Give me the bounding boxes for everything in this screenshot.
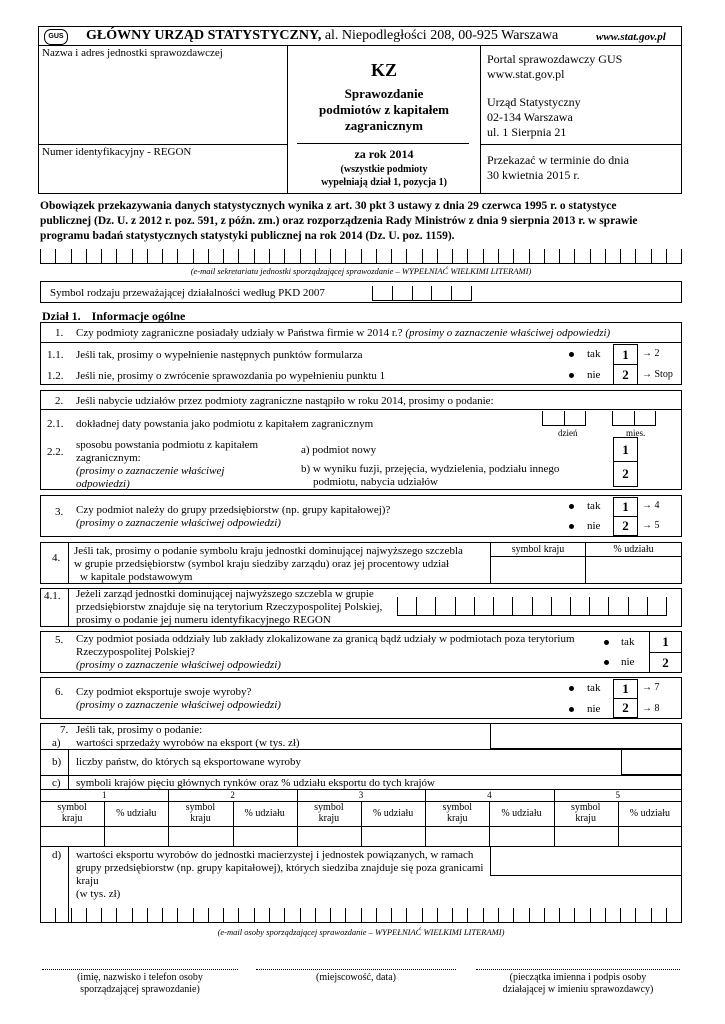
- q41-regon-field[interactable]: [397, 597, 667, 616]
- q7c-share-header: % udziału: [629, 808, 671, 819]
- org-name: GŁÓWNY URZĄD STATYSTYCZNY,: [86, 28, 322, 43]
- q1-no-goto: → Stop: [642, 369, 673, 380]
- q6-number: 6.: [55, 686, 64, 698]
- q1-number: 1.: [55, 327, 64, 339]
- obligation-line-1: Obowiązek przekazywania danych statystycznych wynika z art. 30 pkt 3 ustawy z dnia 29 czerwca 1995 r. o statystyce: [40, 200, 617, 212]
- q7d-label: d): [52, 849, 62, 861]
- form-year: za rok 2014: [354, 147, 414, 161]
- q6-no-goto: → 8: [642, 703, 660, 714]
- form-title-3: zagranicznym: [345, 118, 423, 133]
- q3-no-bullet: [569, 524, 574, 529]
- q1-yes-bullet: [569, 352, 574, 357]
- q2-option-b-2: podmiotu, nabycia udziałów: [313, 476, 438, 488]
- q7c-symbol-header-1: symbol: [185, 802, 216, 813]
- obligation-line-2: publicznej (Dz. U. z 2012 r. poz. 591, z późn. zm.) oraz rozporządzenia Rady Ministrów z dnia 9 sierpnia 2013 r. w sprawie: [40, 215, 638, 227]
- portal-divider: [480, 144, 682, 145]
- q6-box: [40, 677, 682, 719]
- footer-place-caption: (miejscowość, data): [316, 972, 396, 983]
- q7c-share-header: % udziału: [372, 808, 414, 819]
- q5-yes-checkbox[interactable]: 1: [649, 631, 682, 653]
- q7-text: Jeśli tak, prosimy o podanie:: [76, 724, 203, 736]
- q1-hint: (prosimy o zaznaczenie właściwej odpowiedzi): [405, 327, 611, 339]
- q7c-share-input[interactable]: [618, 826, 682, 846]
- footer-signature-caption-2: działającej w imieniu sprawozdawcy): [502, 984, 654, 995]
- org-title: [86, 28, 558, 44]
- q2-option-a-checkbox[interactable]: 1: [613, 437, 638, 462]
- q7d-text-2: grupy przedsiębiorstw (np. grupy kapitałowej), których siedziba znajduje się poza granicami: [76, 862, 484, 874]
- q3-yes-goto: → 4: [642, 500, 660, 511]
- q2-2-text-2: zagranicznym:: [76, 452, 141, 464]
- q7c-share-input[interactable]: [361, 826, 425, 846]
- q6-hint: (prosimy o zaznaczenie właściwej odpowiedzi): [76, 699, 281, 711]
- q41-text-3: prosimy o podanie jej numeru identyfikacyjnego REGON: [76, 614, 331, 626]
- q5-no-label: nie: [621, 656, 635, 668]
- q4-col-share-header: % udziału: [585, 542, 682, 557]
- q7a-input[interactable]: [490, 723, 682, 749]
- q1-no-checkbox[interactable]: 2: [613, 364, 638, 385]
- office-line-2: 02-134 Warszawa: [487, 110, 573, 124]
- q1-question: [76, 327, 610, 339]
- q7-number: 7.: [60, 724, 69, 736]
- q6-yes-label: tak: [587, 682, 601, 694]
- q7c-symbol-header-2: kraju: [447, 813, 468, 824]
- q2-text: Jeśli nabycie udziałów przez podmioty zagraniczne nastąpiło w roku 2014, prosimy o podanie:: [76, 395, 494, 407]
- email-secretariat-field[interactable]: [40, 249, 682, 264]
- q7c-symbol-header-2: kraju: [575, 813, 596, 824]
- q2-1-number: 2.1.: [47, 418, 64, 430]
- q1-2-text: Jeśli nie, prosimy o zwrócenie sprawozdania po wypełnieniu punktu 1: [76, 370, 386, 382]
- q7ab-label-divider: [68, 749, 69, 789]
- q7c-share-input[interactable]: [489, 826, 553, 846]
- q7d-text-4: (w tys. zł): [76, 888, 121, 900]
- portal-line-2: www.stat.gov.pl: [487, 67, 565, 81]
- q41-text-1: Jeżeli zarząd jednostki dominującej najwyższego szczebla w grupie: [76, 588, 374, 600]
- q7c-share-header: % udziału: [244, 808, 285, 819]
- q6-yes-goto: → 7: [642, 682, 660, 693]
- q7b-text: liczby państw, do których są eksportowane wyroby: [76, 756, 302, 768]
- q7a-divider: [40, 749, 682, 750]
- q4-number-divider: [68, 542, 69, 584]
- q2-month-field[interactable]: [612, 411, 656, 426]
- q2-header-divider: [40, 409, 682, 410]
- website: www.stat.gov.pl: [596, 31, 666, 43]
- q1-yes-goto: → 2: [642, 348, 660, 359]
- unit-name-label: Nazwa i adres jednostki sprawozdawczej: [42, 47, 223, 59]
- footer-signature-caption-1: (pieczątka imienna i podpis osoby: [509, 972, 647, 983]
- q6-no-checkbox[interactable]: 2: [613, 698, 638, 718]
- q7c-share-input[interactable]: [233, 826, 297, 846]
- q2-month-caption: mies.: [626, 428, 646, 438]
- q1-2-number: 1.2.: [47, 370, 64, 382]
- form-note-2: wypełniają dział 1, pozycja 1): [321, 177, 447, 188]
- q7c-symbol-header-2: kraju: [61, 813, 83, 824]
- q4-text-2: w grupie przedsiębiorstw (symbol kraju siedziby zarządu) oraz jej procentowy udział: [74, 558, 450, 570]
- q7c-symbol-header-1: symbol: [314, 802, 344, 813]
- q7c-symbol-input[interactable]: [297, 826, 361, 846]
- q2-1-text: dokładnej daty powstania jako podmiotu z kapitałem zagranicznym: [76, 418, 374, 430]
- q3-no-goto: → 5: [642, 520, 660, 531]
- q7c-symbol-input[interactable]: [425, 826, 489, 846]
- q2-day-caption: dzień: [558, 428, 578, 438]
- deadline-line-2: 30 kwietnia 2015 r.: [487, 168, 580, 182]
- q41-number-divider: [68, 588, 69, 627]
- email-person-field[interactable]: [40, 908, 682, 923]
- office-line-1: Urząd Statystyczny: [487, 95, 581, 109]
- q3-yes-bullet: [569, 504, 574, 509]
- q7c-symbol-header-2: kraju: [190, 813, 211, 824]
- q4-col-country-header: symbol kraju: [490, 542, 586, 557]
- q2-number: 2.: [55, 395, 64, 407]
- q1-no-bullet: [569, 373, 574, 378]
- q7c-group-number: 3: [358, 790, 364, 800]
- org-address: al. Niepodległości 208, 00-925 Warszawa: [324, 28, 559, 43]
- q5-no-bullet: [604, 660, 609, 665]
- form-code: KZ: [370, 60, 397, 80]
- q7d-text-3: kraju: [76, 875, 99, 887]
- q7b-input[interactable]: [621, 749, 682, 775]
- q1-text: Czy podmioty zagraniczne posiadały udziały w Państwa firmie w 2014 r.?: [76, 327, 403, 339]
- q7c-text: symboli krajów pięciu głównych rynków oraz % udziału eksportu do tych krajów: [76, 777, 435, 789]
- q6-no-bullet: [569, 707, 574, 712]
- q3-yes-checkbox[interactable]: 1: [613, 497, 638, 517]
- email-secretariat-caption: (e-mail sekretariatu jednostki sporządzającej sprawozdanie – WYPEŁNIAĆ WIELKIMI LITERAMI): [190, 266, 532, 276]
- q3-yes-label: tak: [587, 500, 601, 512]
- q3-number: 3.: [55, 506, 64, 518]
- q2-2-number: 2.2.: [47, 446, 64, 458]
- form-title-2: podmiotów z kapitałem: [319, 102, 449, 117]
- q7c-symbol-input[interactable]: [40, 826, 104, 846]
- footer-person-caption-2: sporządzającej sprawozdanie): [80, 984, 200, 995]
- q4-number: 4.: [52, 552, 61, 564]
- q2-2-text-1: sposobu powstania podmiotu z kapitałem: [76, 439, 259, 451]
- email-person-caption: (e-mail osoby sporządzającej sprawozdanie – WYPEŁNIAĆ WIELKIMI LITERAMI): [217, 927, 505, 937]
- q6-text: Czy podmiot eksportuje swoje wyroby?: [76, 686, 252, 698]
- q1-yes-checkbox[interactable]: 1: [613, 344, 638, 365]
- q7b-divider: [40, 775, 682, 776]
- portal-line-1: Portal sprawozdawczy GUS: [487, 52, 623, 66]
- gus-logo: GUS: [44, 29, 68, 45]
- section-name: Informacje ogólne: [91, 309, 186, 323]
- section-number: Dział 1.: [42, 309, 81, 323]
- q2-option-a: a) podmiot nowy: [301, 444, 377, 456]
- footer-line-2: [256, 969, 456, 970]
- q5-yes-bullet: [604, 640, 609, 645]
- q2-2-hint-1: (prosimy o zaznaczenie właściwej: [76, 465, 225, 477]
- unit-name-box[interactable]: [38, 45, 288, 145]
- q7c-symbol-header-1: symbol: [57, 802, 87, 813]
- q7c-symbol-header-1: symbol: [570, 802, 601, 813]
- pkd-field[interactable]: [372, 286, 472, 301]
- q3-box: [40, 495, 682, 537]
- q7d-input[interactable]: [490, 846, 682, 876]
- q41-number: 4.1.: [44, 590, 61, 602]
- q7c-symbol-header-1: symbol: [442, 802, 472, 813]
- title-divider: [297, 143, 469, 144]
- pkd-label: Symbol rodzaju przeważającej działalności według PKD 2007: [50, 287, 325, 299]
- q6-yes-checkbox[interactable]: 1: [613, 679, 638, 699]
- q5-hint: (prosimy o zaznaczenie właściwej odpowiedzi): [76, 659, 281, 671]
- q1-1-number: 1.1.: [47, 349, 64, 361]
- footer-person-caption-1: (imię, nazwisko i telefon osoby: [77, 972, 203, 983]
- q7c-symbol-input[interactable]: [168, 826, 232, 846]
- footer-line-3: [476, 969, 680, 970]
- q7c-share-input[interactable]: [104, 826, 168, 846]
- q7c-group-number: 2: [230, 790, 235, 800]
- q4-text-3: w kapitale podstawowym: [80, 571, 193, 583]
- q3-hint: (prosimy o zaznaczenie właściwej odpowiedzi): [76, 517, 281, 529]
- q1-yes-label: tak: [587, 348, 601, 360]
- q1-header-divider: [40, 342, 682, 343]
- q5-text-2: Rzeczypospolitej Polskiej?: [76, 646, 195, 658]
- q6-no-label: nie: [587, 703, 601, 715]
- q2-option-b-checkbox[interactable]: 2: [613, 461, 638, 487]
- q7a-label: a): [52, 737, 61, 749]
- q5-number: 5.: [55, 634, 64, 646]
- q4-share-input[interactable]: [585, 556, 682, 584]
- q2-2-hint-2: odpowiedzi): [76, 478, 130, 490]
- q7b-label: b): [52, 756, 62, 768]
- q6-yes-bullet: [569, 686, 574, 691]
- q1-no-label: nie: [587, 369, 601, 381]
- q7c-group-number: 4: [487, 790, 492, 800]
- q41-text-2: przedsiębiorstw znajduje się na terytorium Rzeczypospolitej Polskiej,: [76, 601, 383, 613]
- q5-yes-label: tak: [621, 636, 635, 648]
- form-note-1: (wszystkie podmioty: [340, 164, 428, 175]
- footer-line-1: [42, 969, 238, 970]
- q7a-text: wartości sprzedaży wyrobów na eksport (w tys. zł): [76, 737, 300, 749]
- q7c-group-number: 1: [101, 790, 107, 800]
- obligation-line-3: programu badań statystycznych statystyki publicznej na rok 2014 (Dz. U. poz. 1159).: [40, 230, 455, 242]
- q2-option-b-1: b) w wyniku fuzji, przejęcia, wydzielenia, podziału innego: [301, 463, 560, 475]
- q4-text-1: Jeśli tak, prosimy o podanie symbolu kraju jednostki dominującej najwyższego szczebla: [74, 545, 463, 557]
- q3-no-checkbox[interactable]: 2: [613, 516, 638, 536]
- q1-1-text: Jeśli tak, prosimy o wypełnienie następnych punktów formularza: [76, 349, 363, 361]
- q3-no-label: nie: [587, 520, 601, 532]
- q5-text-1: Czy podmiot posiada oddziały lub zakłady zlokalizowane za granicą bądź udziały w podmiotach poza terytorium: [76, 633, 575, 645]
- q4-country-input[interactable]: [490, 556, 586, 584]
- q5-no-checkbox[interactable]: 2: [649, 652, 682, 673]
- form-title-1: Sprawozdanie: [344, 86, 424, 101]
- q7c-share-header: % udziału: [501, 808, 542, 819]
- q7c-symbol-input[interactable]: [554, 826, 618, 846]
- q7c-symbol-header-2: kraju: [318, 813, 340, 824]
- office-line-3: ul. 1 Sierpnia 21: [487, 125, 567, 139]
- q2-day-field[interactable]: [542, 411, 586, 426]
- regon-label: Numer identyfikacyjny - REGON: [42, 146, 192, 158]
- q7c-group-number: 5: [615, 790, 621, 800]
- q7c-share-header: % udziału: [116, 808, 157, 819]
- q3-text: Czy podmiot należy do grupy przedsiębiorstw (np. grupy kapitałowej)?: [76, 504, 391, 516]
- q7c-label: c): [52, 777, 61, 789]
- deadline-line-1: Przekazać w terminie do dnia: [487, 153, 629, 167]
- q7d-text-1: wartości eksportu wyrobów do jednostki macierzystej i jednostek powiązanych, w ramach: [76, 849, 474, 861]
